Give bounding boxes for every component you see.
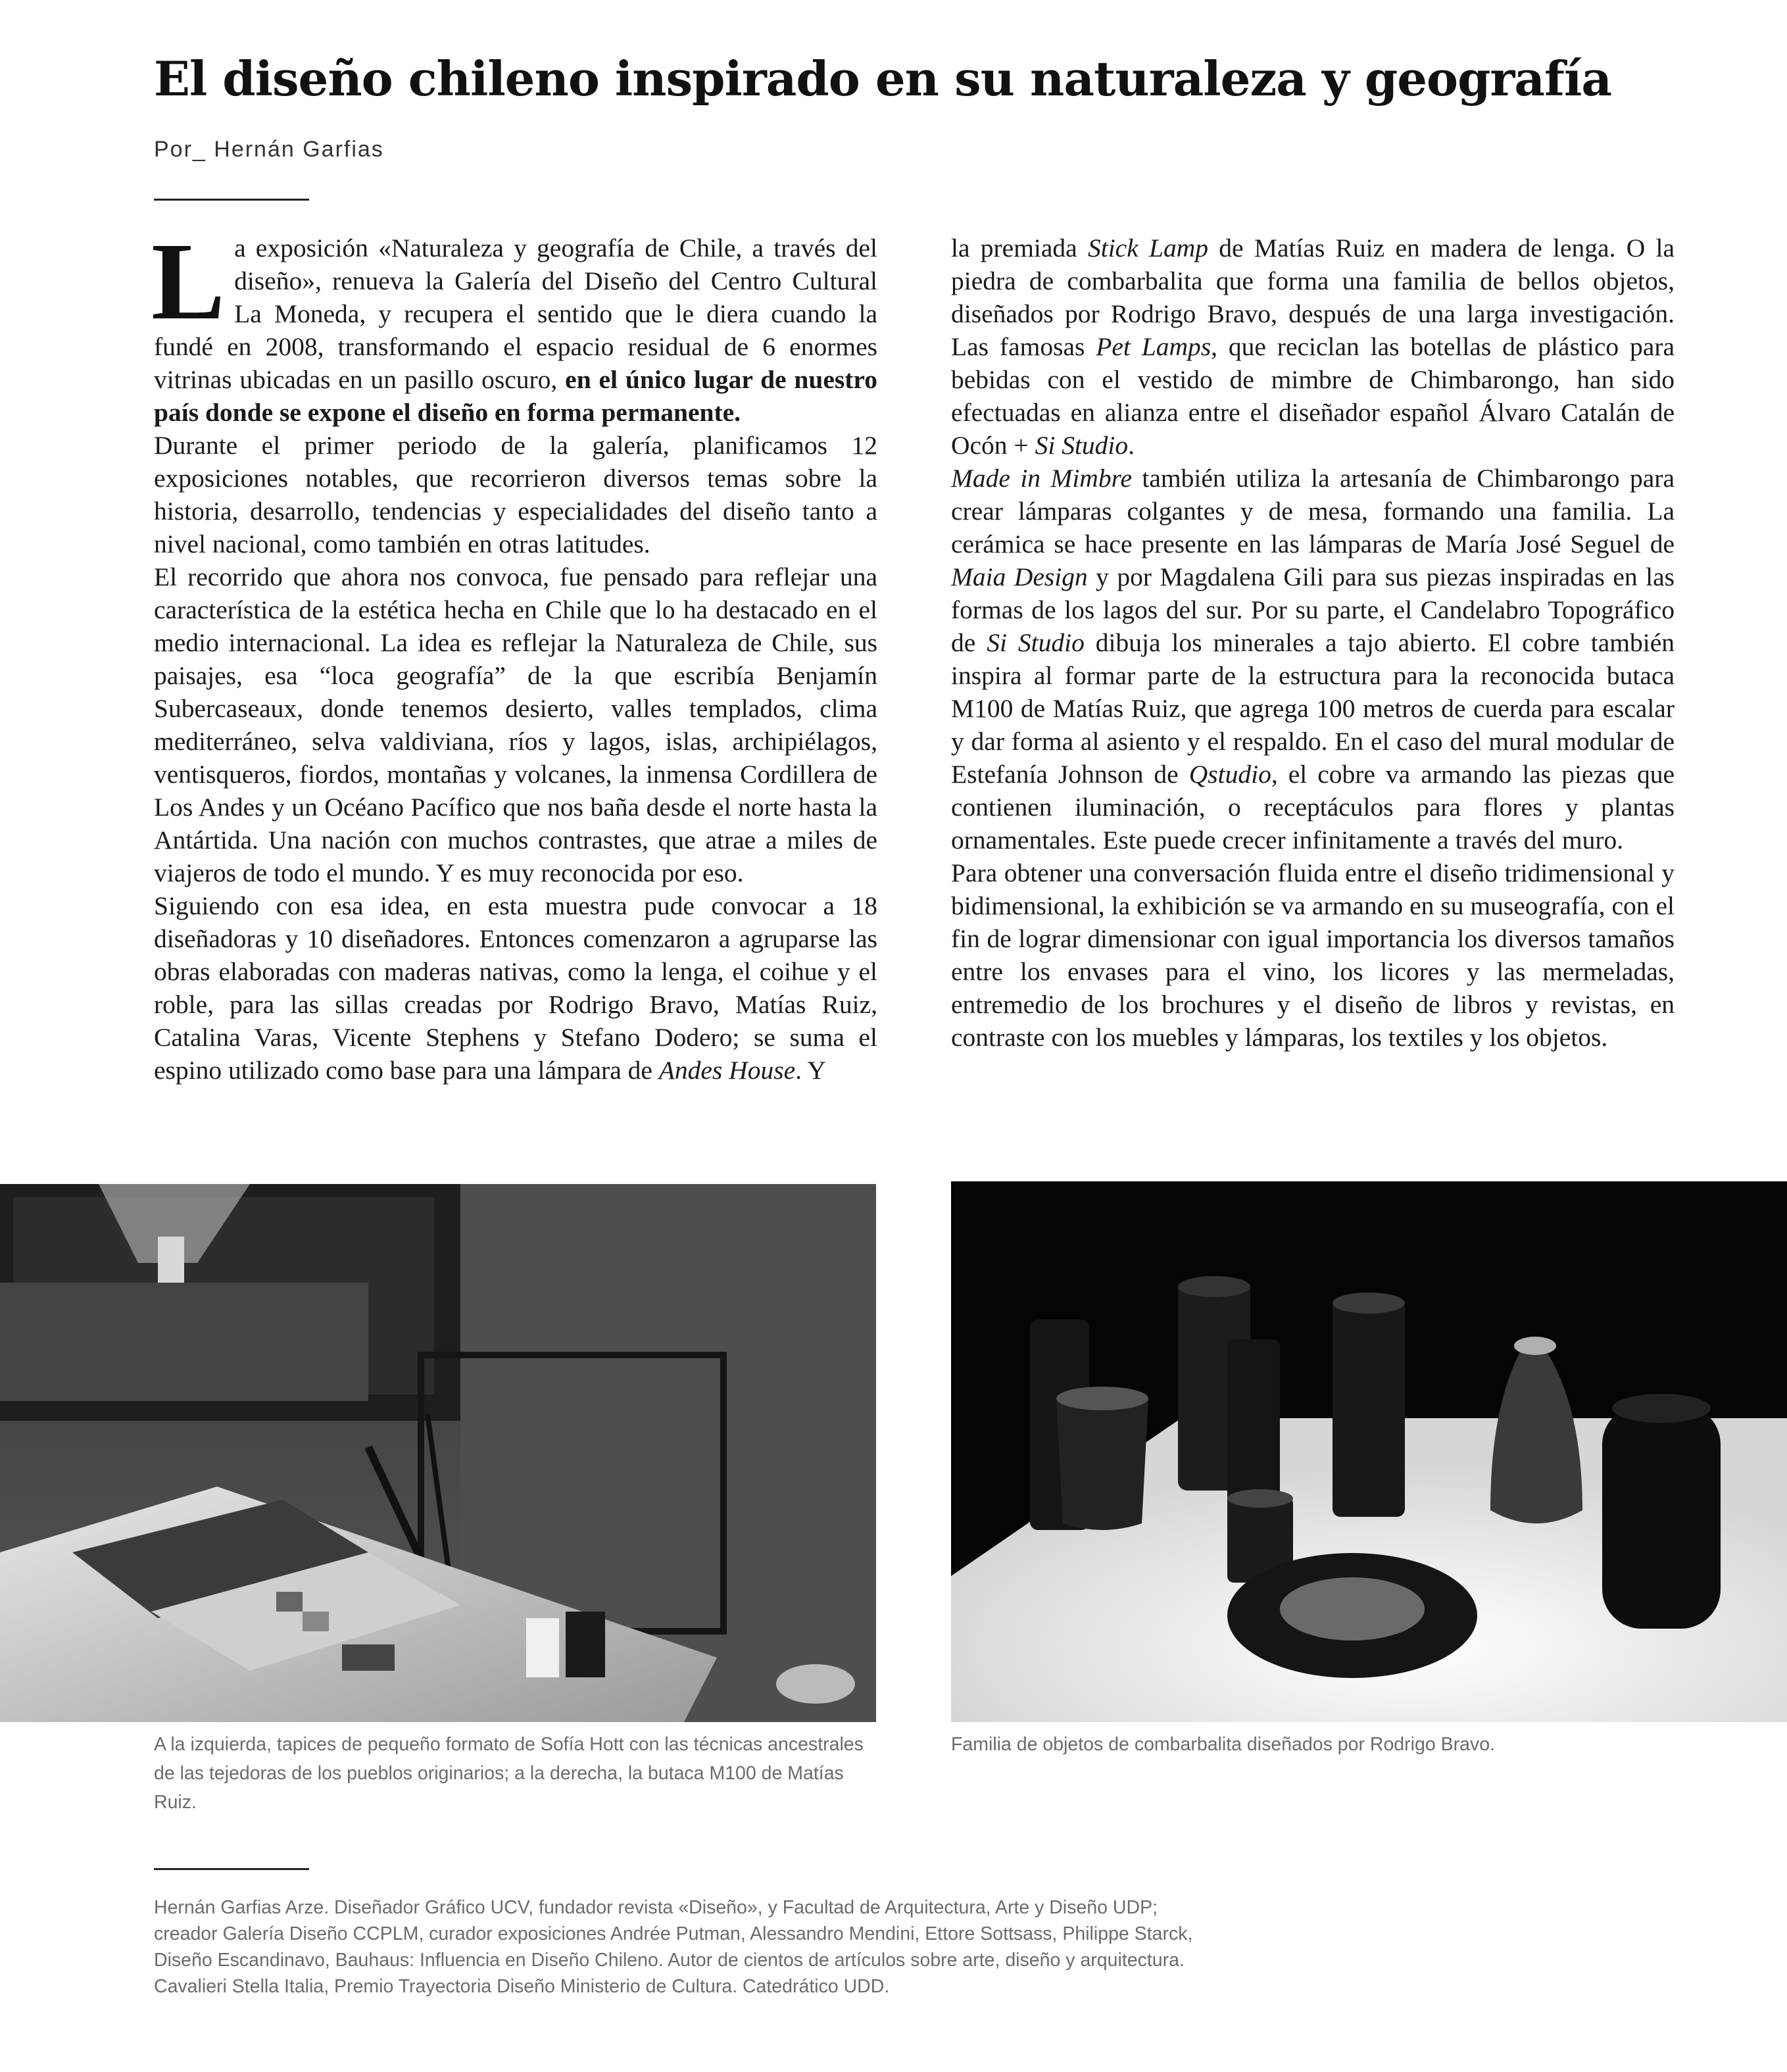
paragraph: Durante el primer periodo de la galería, planificamos 12 exposiciones notables, que recorrieron diversos temas sobre la historia, desarrollo, tendencias y especialidades del diseño tanto a nivel nacional, como también en otras latitudes. [154,431,877,558]
paragraph-text: , que reciclan las botellas de plástico para bebidas con el vestido de mimbre de Chimbarongo, han sido efectuadas en alianza entre el diseñador español Álvaro Catalán de Ocón + [951,332,1675,460]
paragraph: El recorrido que ahora nos convoca, fue pensado para reflejar una característica de la estética hecha en Chile que lo ha destacado en el medio internacional. La idea es reflejar la Naturaleza de Chile, sus paisajes, esa “loca geografía” de la que escribía Benjamín Subercaseaux, donde tenemos desierto, valles templados, clima mediterráneo, selva valdiviana, ríos y lagos, islas, archipiélagos, ventisqueros, fiordos, montañas y volcanes, la inmensa Cordillera de Los Andes y un Océano Pacífico que nos baña desde el norte hasta la Antártida. Una nación con muchos contrastes, que atrae a miles de viajeros de todo el mundo. Y es muy reconocida por eso. [154,562,877,887]
exhibition-photo [0,1184,876,1722]
paragraph [154,889,877,1087]
photo-caption-left: A la izquierda, tapices de pequeño formato de Sofía Hott con las técnicas ancestrales de las tejedoras de los pueblos originarios; a la derecha, la butaca M100 de Matías Ruiz. [154,1734,864,1813]
author-bio [154,1894,1667,2000]
bio-line: Hernán Garfias Arze. Diseñador Gráfico UCV, fundador revista «Diseño», y Facultad de Arquitectura, Arte y Diseño UDP; [154,1897,1158,1918]
italic-name: Stick Lamp [1087,234,1209,262]
paragraph [151,220,877,429]
paragraph [951,462,1675,856]
italic-name: Si Studio [1035,431,1129,460]
bio-line: Cavalieri Stella Italia, Premio Trayectoria Diseño Ministerio de Cultura. Catedrático UDD. [154,1976,890,1997]
footnote-divider [154,1868,309,1870]
paragraph-text: de Matías Ruiz en madera de lenga. O la piedra de combarbalita que forma una familia de bellos objetos, diseñados por Rodrigo Bravo, después de una larga investigación. Las famosas [951,234,1675,361]
italic-name: Maia Design [951,562,1088,591]
paragraph-text: . Y [795,1056,826,1085]
combarbalita-objects-photo [951,1181,1787,1722]
italic-name: Si Studio [987,628,1085,657]
paragraph: Para obtener una conversación fluida entre el diseño tridimensional y bidimensional, la exhibición se va armando en su museografía, con el fin de lograr dimensionar con igual importancia los diversos tamaños entre los envases para el vino, los licores y las mermeladas, entremedio de los brochures y el diseño de libros y revistas, en contraste con los muebles y lámparas, los textiles y los objetos. [951,858,1675,1052]
paragraph-text: la premiada [951,234,1088,262]
paragraph-text: a exposición «Naturaleza y geografía de Chile, a través del diseño», renueva la Galería del Diseño del Centro Cultural La Moneda, y recupera el sentido que le diera cuando la fundé en 2008, transformando el espacio residual de 6 enormes vitrinas ubicadas en un pasillo oscuro, [154,234,877,394]
italic-name: Made in Mimbre [951,464,1133,493]
bold-emphasis: en el único lugar de nuestro país donde se expone el diseño en forma permanente. [154,365,877,427]
paragraph-text: dibuja los minerales a tajo abierto. El cobre también inspira al formar parte de la estructura para la reconocida butaca M100 de Matías Ruiz, que agrega 100 metros de cuerda para escalar y dar forma al asiento y el respaldo. En el caso del mural modular de Estefanía Johnson de [951,628,1675,789]
bio-line: creador Galería Diseño CCPLM, curador exposiciones Andrée Putman, Alessandro Mendini, Ettore Sottsass, Philippe Starck, [154,1923,1193,1944]
bio-line: Diseño Escandinavo, Bauhaus: Influencia en Diseño Chileno. Autor de cientos de artículos sobre arte, diseño y arquitectura. [154,1950,1185,1971]
exhibition-scene-image [0,1184,876,1722]
paragraph [951,232,1675,462]
paragraph-text: y por Magdalena Gili para sus piezas inspiradas en las formas de los lagos del sur. Por su parte, el Candelabro Topográfico de [951,562,1675,657]
article-title: El diseño chileno inspirado en su naturaleza y geografía [154,51,1611,107]
body-column-left [151,220,877,1087]
combarbalita-objects-image [951,1181,1787,1722]
paragraph-text: Siguiendo con esa idea, en esta muestra pude convocar a 18 diseñadoras y 10 diseñadores. Entonces comenzaron a agruparse las obras elaboradas con maderas nativas, como la lenga, el coihue y el roble, para las sillas creadas por Rodrigo Bravo, Matías Ruiz, Catalina Varas, Vicente Stephens y Stefano Dodero; se suma el espino utilizado como base para una lámpara de [154,891,877,1085]
italic-name: Pet Lamps [1096,332,1212,361]
drop-cap: L [151,220,226,343]
paragraph-text: , el cobre va armando las piezas que contienen iluminación, o receptáculos para flores y plantas ornamentales. Este puede crecer infinitamente a través del muro. [951,760,1675,854]
body-column-right [951,232,1675,1054]
byline-divider [154,199,309,201]
italic-name: Andes House [658,1056,796,1085]
italic-name: Qstudio [1188,760,1271,789]
photo-caption-right: Familia de objetos de combarbalita diseñados por Rodrigo Bravo. [951,1734,1495,1755]
article-byline: Por_ Hernán Garfias [154,137,384,162]
paragraph-text: también utiliza la artesanía de Chimbarongo para crear lámparas colgantes y de mesa, formando una familia. La cerámica se hace presente en las lámparas de María José Seguel de [951,464,1675,558]
paragraph-text: . [1128,431,1135,460]
